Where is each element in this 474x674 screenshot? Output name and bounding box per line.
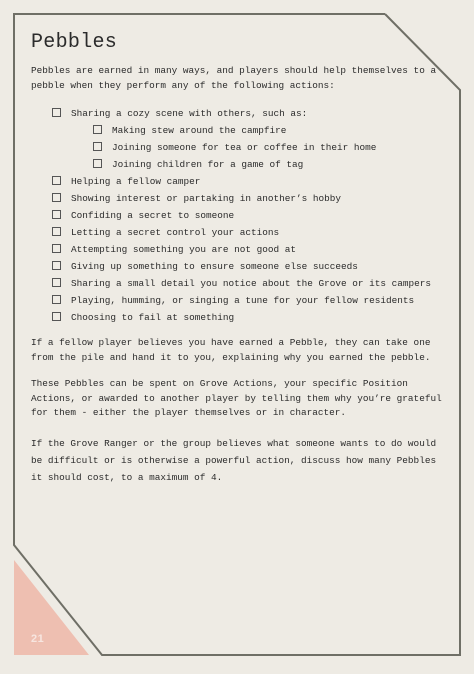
checkbox-icon[interactable] [52,176,61,185]
checklist-item [52,277,449,290]
intro-paragraph: Pebbles are earned in many ways, and players should help themselves to a pebble when they perform any of the following actions: [31,65,437,91]
checkbox-icon[interactable] [52,193,61,202]
checklist-item [52,226,449,239]
checklist-subitem [93,158,449,171]
spending-paragraph: These Pebbles can be spent on Grove Actions, your specific Position Actions, or awarded to another player by telling them why you’re grateful for them - either the player themselves or in character. [31,378,442,418]
checklist-item [52,243,449,256]
checklist-item [52,175,449,188]
checklist-subitem-label: Making stew around the campfire [112,125,287,136]
page-content [31,32,449,486]
checkbox-icon[interactable] [93,142,102,151]
checkbox-icon[interactable] [52,244,61,253]
checkbox-icon[interactable] [52,210,61,219]
checklist-subitem [93,141,449,154]
checklist-item-label: Playing, humming, or singing a tune for your fellow residents [71,295,415,306]
checkbox-icon[interactable] [52,278,61,287]
checkbox-icon[interactable] [52,227,61,236]
checklist-item [52,192,449,205]
checkbox-icon[interactable] [93,125,102,134]
page-title: Pebbles [31,31,118,54]
checkbox-icon[interactable] [52,312,61,321]
page-number: 21 [31,633,45,645]
checklist-item-label: Showing interest or partaking in another’s hobby [71,193,342,204]
checklist-item-label: Choosing to fail at something [71,312,235,323]
checklist-item-label: Sharing a cozy scene with others, such as: [71,108,308,119]
checklist-subitem-label: Joining someone for tea or coffee in their home [112,142,377,153]
cost-paragraph: If the Grove Ranger or the group believes what someone wants to do would be difficult or is otherwise a powerful action, discuss how many Pebbles it should cost, to a maximum of 4. [31,437,437,483]
checklist-item [52,294,449,307]
checklist-subitem-label: Joining children for a game of tag [112,159,304,170]
checklist-item [52,260,449,273]
checkbox-icon[interactable] [93,159,102,168]
checklist-item-label: Attempting something you are not good at [71,244,297,255]
checkbox-icon[interactable] [52,108,61,117]
checklist-item [52,107,449,120]
checklist-item-label: Giving up something to ensure someone else succeeds [71,261,358,272]
checklist-item-label: Letting a secret control your actions [71,227,280,238]
checklist-item [52,311,449,324]
checkbox-icon[interactable] [52,295,61,304]
pebble-actions-checklist [52,107,449,324]
earning-paragraph: If a fellow player believes you have earned a Pebble, they can take one from the pile and hand it to you, explaining why you earned the pebble. [31,337,431,363]
checklist-item-label: Helping a fellow camper [71,176,201,187]
checklist-item-label: Confiding a secret to someone [71,210,235,221]
checkbox-icon[interactable] [52,261,61,270]
checklist-item [52,209,449,222]
checklist-item-label: Sharing a small detail you notice about the Grove or its campers [71,278,432,289]
checklist-subitem [93,124,449,137]
